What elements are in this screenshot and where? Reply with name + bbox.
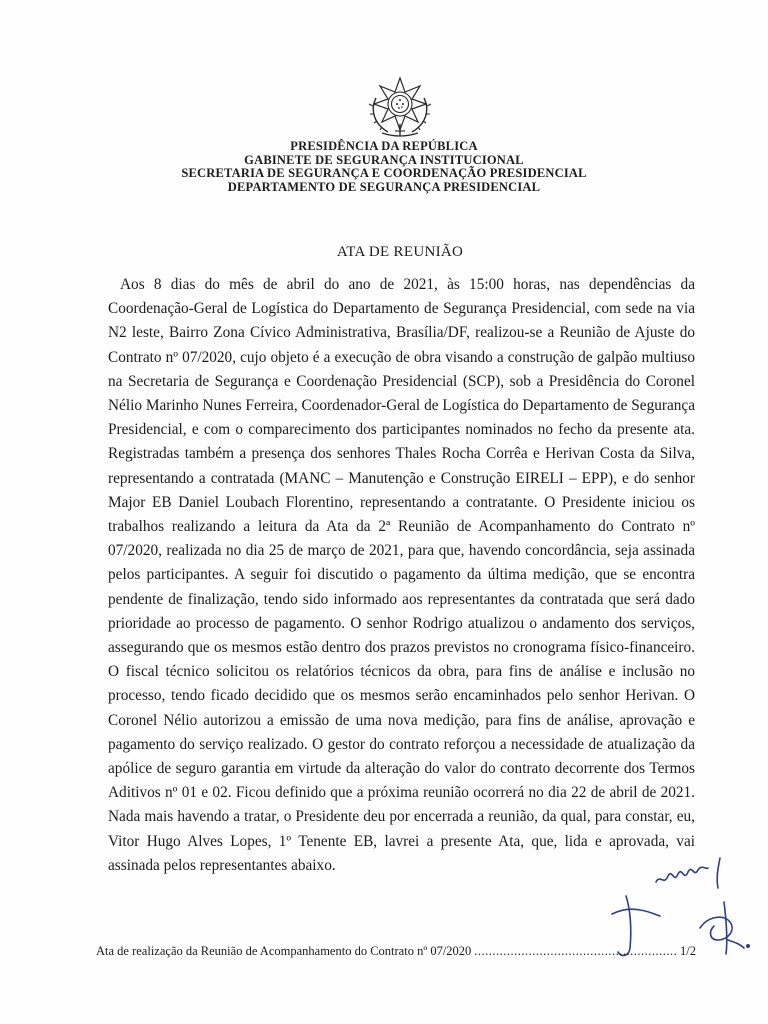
minutes-body-text: Aos 8 dias do mês de abril do ano de 2021, às 15:00 horas, nas dependências da Coordenação-Geral de Logística do Departamento de Segurança Presidencial, com sede na via N2 leste, Bairro Zona Cívico Administrativa, Brasília/DF, realizou-se a Reunião de Ajuste do Contrato nº 07/2020, cujo objeto é a execução de obra visando a construção de galpão multiuso na Secretaria de Segurança e Coordenação Presidencial (SCP), sob a Presidência do Coronel Nélio Marinho Nunes Ferreira, Coordenador-Geral de Logística do Departamento de Segurança Presidencial, e com o comparecimento dos participantes nominados no fecho da presente ata. Registradas também a presença dos senhores Thales Rocha Corrêa e Herivan Costa da Silva, representando a contratada (MANC – Manutenção e Construção EIRELI – EPP), e do senhor Major EB Daniel Loubach Florentino, representando a contratante. O Presidente iniciou os trabalhos realizando a leitura da Ata da 2ª Reunião de Acompanhamento do Contrato nº 07/2020, realizada no dia 25 de março de 2021, para que, havendo concordância, seja assinada pelos participantes. A seguir foi discutido o pagamento da última medição, que se encontra pendente de finalização, tendo sido informado aos representantes da contratada que será dado prioridade ao processo de pagamento. O senhor Rodrigo atualizou o andamento dos serviços, assegurando que os mesmos estão dentro dos prazos previstos no cronograma físico-financeiro. O fiscal técnico solicitou os relatórios técnicos da obra, para fins de análise e inclusão no processo, tendo ficado decidido que os mesmos serão encaminhados pelo senhor Herivan. O Coronel Nélio autorizou a emissão de uma nova medição, para fins de análise, aprovação e pagamento do serviço realizado. O gestor do contrato reforçou a necessidade de atualização da apólice de seguro garantia em virtude da alteração do valor do contrato decorrente dos Termos Aditivos nº 01 e 02. Ficou definido que a próxima reunião ocorrerá no dia 22 de abril de 2021. Nada mais havendo a tratar, o Presidente deu por encerrada a reunião, da qual, para constar, eu, Vitor Hugo Alves Lopes, 1º Tenente EB, lavrei a presente Ata, que, lida e aprovada, vai assinada pelos representantes abaixo.: [108, 276, 695, 874]
page-number: 1/2: [680, 944, 696, 958]
header-line-department: DEPARTAMENTO DE SEGURANÇA PRESIDENCIAL: [227, 179, 541, 194]
header-line-secretariat: SECRETARIA DE SEGURANÇA E COORDENAÇÃO PRESIDENCIAL: [181, 166, 587, 180]
header-line-cabinet: GABINETE DE SEGURANÇA INSTITUCIONAL: [244, 152, 524, 167]
footer-reference: Ata de realização da Reunião de Acompanhamento do Contrato nº 07/2020: [96, 944, 472, 958]
header-line-presidency: PRESIDÊNCIA DA REPÚBLICA: [290, 139, 478, 153]
institution-header: [0, 140, 768, 194]
footer-leader-dots: [474, 944, 677, 959]
document-footer: [96, 944, 696, 959]
coat-of-arms-icon: [364, 76, 436, 138]
document-title: ATA DE REUNIÃO: [336, 244, 464, 260]
